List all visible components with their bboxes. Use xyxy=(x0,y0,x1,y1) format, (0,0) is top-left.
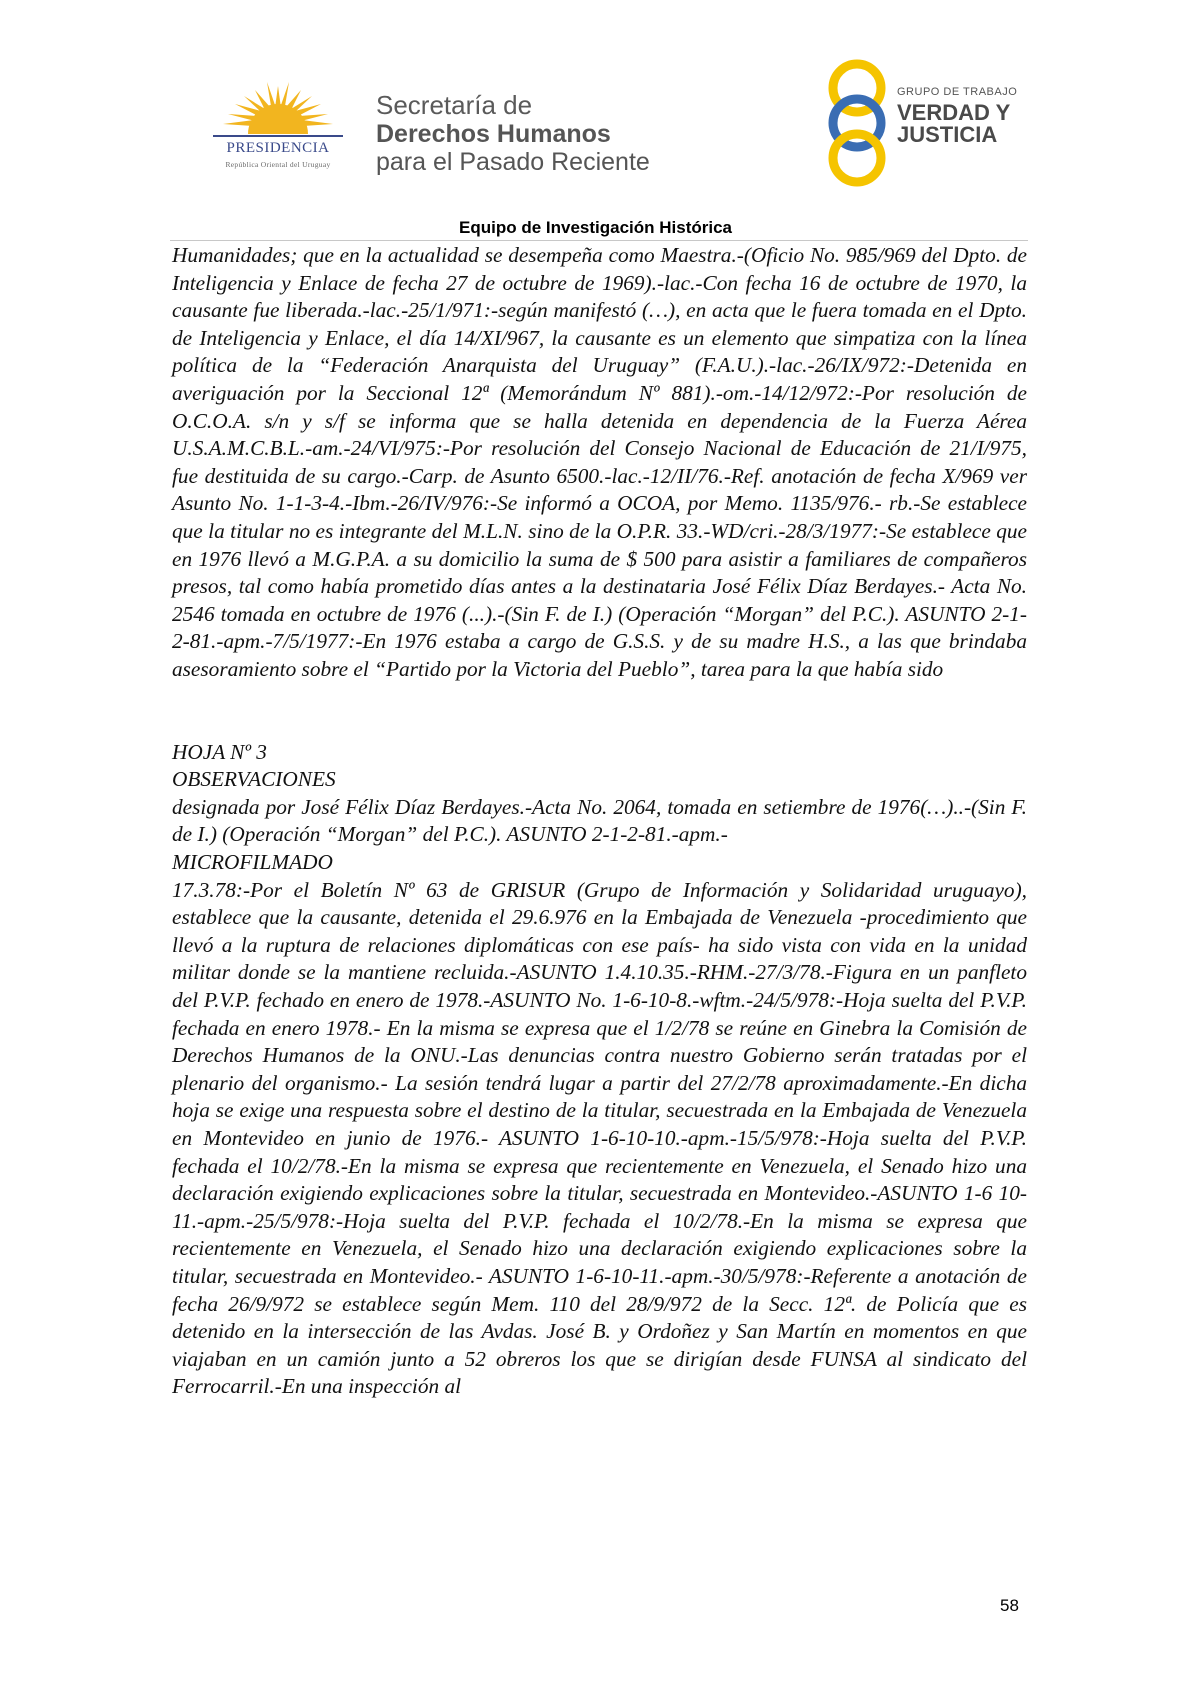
rings-icon xyxy=(822,58,892,188)
blank-line xyxy=(172,711,1027,739)
grupo-trabajo-line3: JUSTICIA xyxy=(897,122,998,147)
republica-label: República Oriental del Uruguay xyxy=(225,160,331,169)
secretaria-line1: Secretaría de xyxy=(376,90,533,120)
grupo-trabajo-text xyxy=(897,86,1017,146)
observaciones-heading: OBSERVACIONES xyxy=(172,767,336,792)
presidencia-label: PRESIDENCIA xyxy=(226,140,330,156)
paragraph-2: designada por José Félix Díaz Berdayes.-Acta No. 2064, tomada en setiembre de 1976(…)..-(Sin F. de I.) (Operación “Morgan” del P.C.). ASUNTO 2-1-2-81.-apm.- xyxy=(172,794,1027,847)
paragraph-1: Humanidades; que en la actualidad se desempeña como Maestra.-(Oficio No. 985/969 del Dpto. de Inteligencia y Enlace de fecha 27 de octubre de 1969).-lac.-Con fecha 16 de octubre de 1970, la causante fue liberada.-lac.-25/1/971:-según manifestó (…), en acta que le fuera tomada en el Dpto. de Inteligencia y Enlace, el día 14/XI/967, la causante es un elemento que simpatiza con la línea política de la “Federación Anarquista del Uruguay” (F.A.U.).-lac.-26/IX/972:-Detenida en averiguación por la Seccional 12ª (Memorándum Nº 881).-om.-14/12/972:-Por resolución de O.C.O.A. s/n y s/f se informa que se halla detenida en dependencia de la Fuerza Aérea U.S.A.M.C.B.L.-am.-24/VI/975:-Por resolución del Consejo Nacional de Educación de 21/I/975, fue destituida de su cargo.-Carp. de Asunto 6500.-lac.-12/II/76.-Ref. anotación de fecha X/969 ver Asunto No. 1-1-3-4.-Ibm.-26/IV/976:-Se informó a OCOA, por Memo. 1135/976.- rb.-Se establece que la titular no es integrante del M.L.N. sino de la O.P.R. 33.-WD/cri.-28/3/1977:-Se establece que en 1976 llevó a M.G.P.A. a su domicilio la suma de $ 500 para asistir a familiares de compañeros presos, tal como había prometido días antes a la destinataria José Félix Díaz Berdayes.- Acta No. 2546 tomada en octubre de 1976 (...).-(Sin F. de I.) (Operación “Morgan” del P.C.). ASUNTO 2-1-2-81.-apm.-7/5/1977:-En 1976 estaba a cargo de G.S.S. y de su madre H.S., a las que brindaba asesoramiento sobre el “Partido por la Victoria del Pueblo”, tarea para la que había sido xyxy=(172,243,1027,681)
equipo-heading: Equipo de Investigación Histórica xyxy=(459,218,732,237)
secretaria-line2: Derechos Humanos xyxy=(376,120,611,148)
hoja-heading: HOJA Nº 3 xyxy=(172,739,267,764)
verdad-justicia-logo xyxy=(822,58,1042,188)
page-number: 58 xyxy=(1000,1596,1019,1615)
secretaria-line3: para el Pasado Reciente xyxy=(376,148,650,176)
grupo-trabajo-line2: VERDAD Y xyxy=(897,100,1011,125)
paragraph-3: 17.3.78:-Por el Boletín Nº 63 de GRISUR (Grupo de Información y Solidaridad uruguayo), establece que la causante, detenida el 29.6.976 en la Embajada de Venezuela -procedimiento que llevó a la ruptura de relaciones diplomáticas con ese país- ha sido vista con vida en la unidad militar donde se la mantiene recluida.-ASUNTO 1.4.10.35.-RHM.-27/3/78.-Figura en un panfleto del P.V.P. fechado en enero de 1978.-ASUNTO No. 1-6-10-8.-wftm.-24/5/978:-Hoja suelta del P.V.P. fechada en enero 1978.- En la misma se expresa que el 1/2/78 se reúne en Ginebra la Comisión de Derechos Humanos de la ONU.-Las denuncias contra nuestro Gobierno serán tratadas por el plenario del organismo.- La sesión tendrá lugar a partir del 27/2/78 aproximadamente.-En dicha hoja se exige una respuesta sobre el destino de la titular, secuestrada en la Embajada de Venezuela en Montevideo en junio de 1976.- ASUNTO 1-6-10-10.-apm.-15/5/978:-Hoja suelta del P.V.P. fechada el 10/2/78.-En la misma se expresa que recientemente en Venezuela, el Senado hizo una declaración exigiendo explicaciones sobre la titular, secuestrada en Montevideo.-ASUNTO 1-6 10-11.-apm.-25/5/978:-Hoja suelta del P.V.P. fechada el 10/2/78.-En la misma se expresa que recientemente en Venezuela, el Senado hizo una declaración exigiendo explicaciones sobre la titular, secuestrada en Montevideo.- ASUNTO 1-6-10-11.-apm.-30/5/978:-Referente a anotación de fecha 26/9/972 se establece según Mem. 110 del 28/9/972 de la Secc. 12ª. de Policía que es detenido en la intersección de las Avdas. José B. y Ordoñez y San Martín en momentos en que viajaban en un camión junto a 52 obreros los que se dirigían desde FUNSA al sindicato del Ferrocarril.-En una inspección al xyxy=(172,877,1027,1399)
blank-line xyxy=(172,684,1027,712)
secretaria-title xyxy=(376,90,650,176)
document-body xyxy=(172,242,1027,1401)
header-divider xyxy=(170,240,1028,241)
microfilmado-label: MICROFILMADO xyxy=(172,850,333,875)
grupo-trabajo-line1: GRUPO DE TRABAJO xyxy=(897,86,1018,98)
presidencia-logo xyxy=(193,78,373,178)
sun-icon xyxy=(213,78,343,140)
